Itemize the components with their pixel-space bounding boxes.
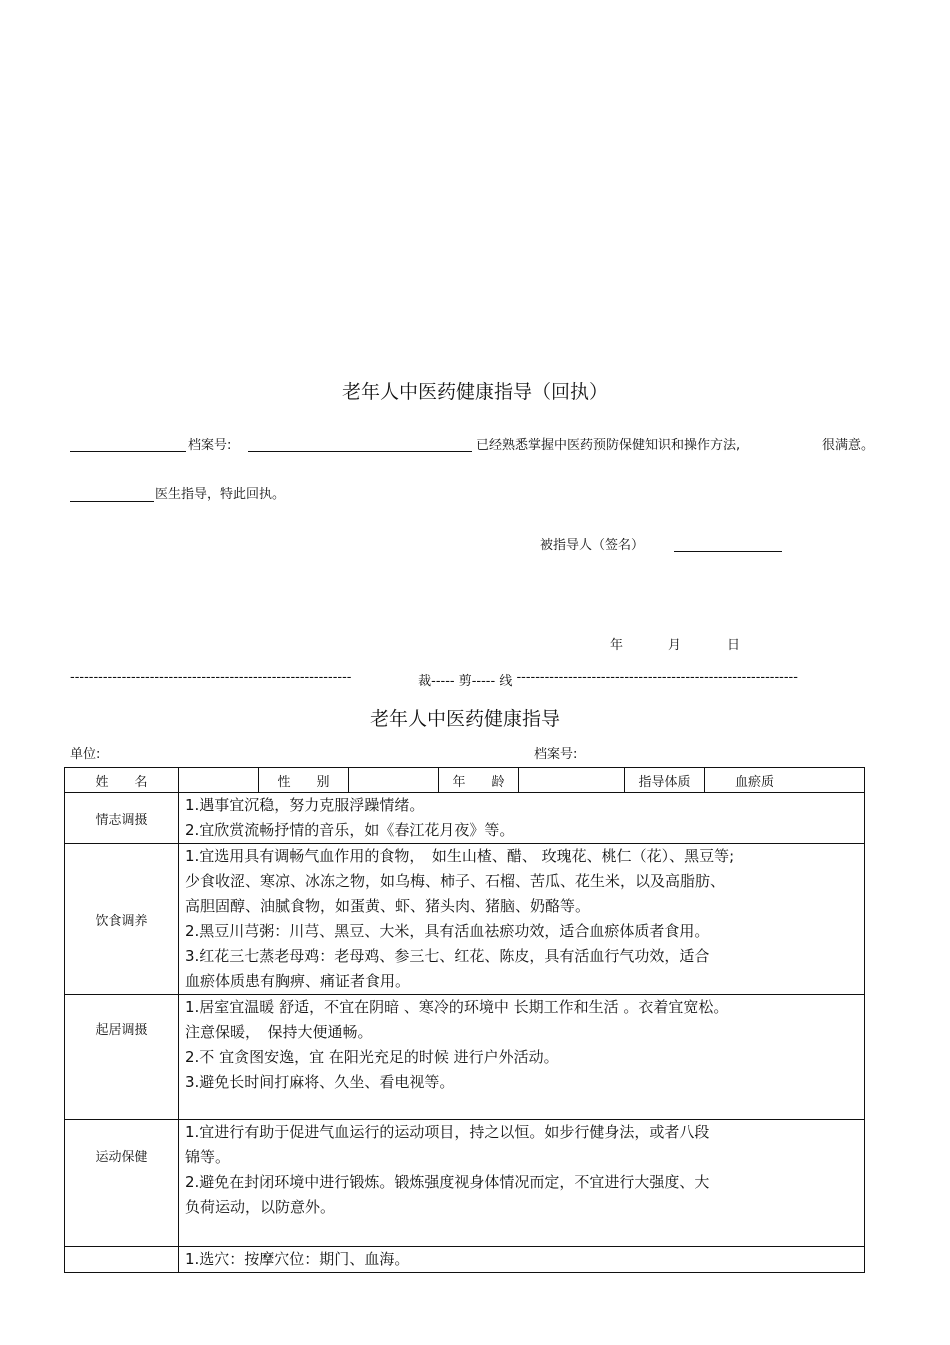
receipt-archive-blank[interactable]: [248, 451, 472, 452]
category-daily-life: 起居调摄: [65, 995, 179, 1120]
guide-archive-label: 档案号:: [534, 747, 578, 762]
content-line: 血瘀体质患有胸痹、痛证者食用。: [185, 972, 411, 990]
section-row-acupoint: [65, 1247, 865, 1273]
category-acupoint: [65, 1247, 179, 1273]
content-line: 高胆固醇、油腻食物，如蛋黄、虾、猪头肉、猪脑、奶酪等。: [185, 897, 591, 915]
signature-blank[interactable]: [674, 551, 782, 552]
date-month: 月: [668, 638, 682, 653]
content-line: 3.红花三七蒸老母鸡：老母鸡、参三七、红花、陈皮，具有活血行气功效，适合: [185, 947, 710, 965]
content-line: 2.宜欣赏流畅抒情的音乐，如《春江花月夜》等。: [185, 821, 515, 839]
content-line: 锦等。: [185, 1148, 231, 1166]
content-line: 3.避免长时间打麻将、久坐、看电视等。: [185, 1073, 455, 1091]
name-value-cell[interactable]: [179, 768, 259, 793]
cut-line-right: ------------------------------------------------------------: [516, 670, 798, 685]
content-line: 2.避免在封闭环境中进行锻炼。锻炼强度视身体情况而定，不宜进行大强度、大: [185, 1173, 710, 1191]
cut-line-left: ------------------------------------------------------------: [70, 670, 352, 685]
guide-table: [64, 767, 865, 1273]
content-line: 2.黑豆川芎粥：川芎、黑豆、大米，具有活血祛瘀功效，适合血瘀体质者食用。: [185, 922, 710, 940]
content-line: 1.遇事宜沉稳，努力克服浮躁情绪。: [185, 796, 425, 814]
content-exercise: [179, 1120, 865, 1247]
content-line: 1.宜选用具有调畅气血作用的食物， 如生山楂、醋、 玫瑰花、桃仁（花）、黑豆等;: [185, 847, 735, 865]
table-header-row: [65, 768, 865, 793]
receipt-statement: 已经熟悉掌握中医药预防保健知识和操作方法,: [476, 438, 741, 453]
content-line: 1.选穴：按摩穴位：期门、血海。: [185, 1250, 410, 1268]
content-line: 负荷运动，以防意外。: [185, 1198, 336, 1216]
receipt-name-blank[interactable]: [70, 451, 186, 452]
content-line: 1.居室宜温暖 舒适，不宜在阴暗 、寒冷的环境中 长期工作和生活 。衣着宜宽松。: [185, 998, 729, 1016]
section-row-daily-life: [65, 995, 865, 1120]
gender-label: 性 别: [259, 768, 349, 793]
content-line: 2.不 宜贪图安逸，宜 在阳光充足的时候 进行户外活动。: [185, 1048, 559, 1066]
constitution-value: 血瘀质: [705, 768, 865, 793]
content-daily-life: [179, 995, 865, 1120]
content-line: 注意保暖， 保持大便通畅。: [185, 1023, 373, 1041]
gender-value-cell[interactable]: [349, 768, 439, 793]
signature-label: 被指导人（签名）: [540, 538, 645, 553]
receipt-archive-label: 档案号:: [188, 438, 232, 453]
section-row-exercise: [65, 1120, 865, 1247]
name-label: 姓 名: [65, 768, 179, 793]
date-year: 年: [610, 638, 624, 653]
age-value-cell[interactable]: [519, 768, 625, 793]
category-emotion: 情志调摄: [65, 793, 179, 844]
receipt-doctor-text: 医生指导，特此回执。: [155, 487, 286, 502]
unit-label: 单位:: [70, 747, 101, 762]
content-emotion: [179, 793, 865, 844]
content-line: 1.宜进行有助于促进气血运行的运动项目，持之以恒。如步行健身法，或者八段: [185, 1123, 710, 1141]
content-acupoint: [179, 1247, 865, 1273]
content-diet: [179, 844, 865, 995]
date-day: 日: [727, 638, 741, 653]
section-row-emotion: [65, 793, 865, 844]
category-exercise: 运动保健: [65, 1120, 179, 1247]
cut-line-middle: 裁----- 剪----- 线: [418, 674, 513, 689]
age-label: 年 龄: [439, 768, 519, 793]
content-line: 少食收涩、寒凉、冰冻之物，如乌梅、柿子、石榴、苦瓜、花生米，以及高脂肪、: [185, 872, 726, 890]
guide-title: 老年人中医药健康指导: [369, 708, 560, 730]
receipt-satisfied: 很满意。: [822, 438, 875, 453]
cut-line: [70, 670, 819, 689]
receipt-doctor-blank[interactable]: [70, 501, 154, 502]
receipt-title: 老年人中医药健康指导（回执）: [341, 381, 608, 403]
section-row-diet: [65, 844, 865, 995]
category-diet: 饮食调养: [65, 844, 179, 995]
constitution-label: 指导体质: [625, 768, 705, 793]
